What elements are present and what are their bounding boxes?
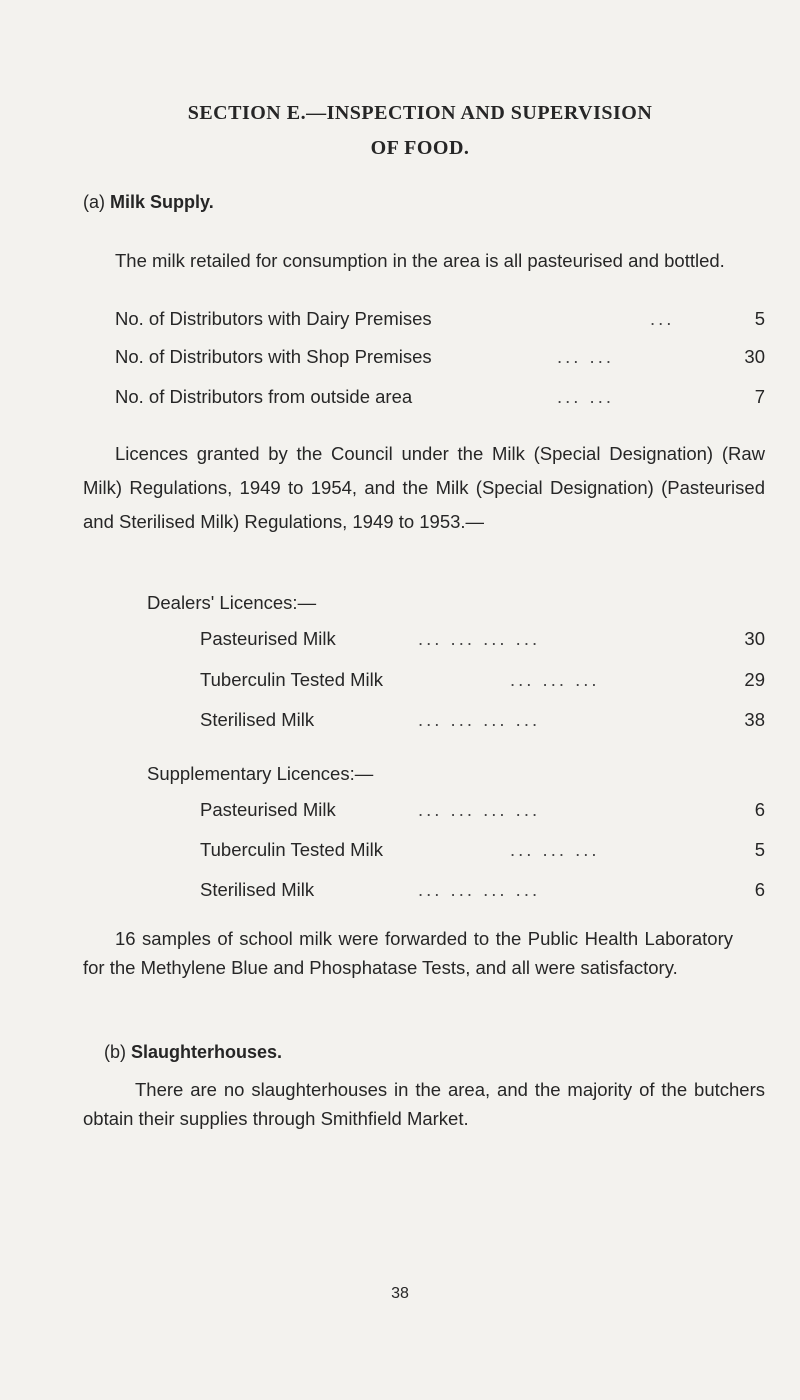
slaughterhouses-paragraph: There are no slaughterhouses in the area, and the majority of the butchers obtain their supplies through Smithfield Market.	[83, 1079, 765, 1129]
list-item	[115, 383, 765, 411]
page-number: 38	[391, 1285, 409, 1302]
leader-dots: ... ...	[557, 346, 614, 367]
leader-dots: ...	[650, 308, 675, 329]
distributor-value: 30	[744, 346, 765, 367]
dealers-licences-heading: Dealers' Licences:—	[147, 592, 317, 613]
licence-value: 6	[754, 799, 765, 820]
list-item	[200, 876, 765, 904]
list-item	[115, 305, 765, 333]
supplementary-licences-heading: Supplementary Licences:—	[147, 763, 374, 784]
licence-label: Pasteurised Milk	[200, 799, 336, 820]
list-item	[115, 343, 765, 371]
milk-supply-label: Milk Supply.	[110, 192, 214, 212]
licence-value: 30	[744, 628, 765, 649]
section-title-continued: OF FOOD.	[370, 137, 470, 159]
leader-dots: ... ... ...	[510, 669, 600, 690]
licence-value: 5	[754, 839, 765, 860]
milk-supply-heading	[83, 192, 214, 213]
leader-dots: ... ... ... ...	[418, 628, 541, 649]
licence-label: Pasteurised Milk	[200, 628, 336, 649]
milk-intro-paragraph: The milk retailed for consumption in the area is all pasteurised and bottled.	[115, 250, 725, 271]
milk-supply-prefix: (a)	[83, 192, 105, 212]
leader-dots: ... ... ... ...	[418, 799, 541, 820]
slaughterhouses-label: Slaughterhouses.	[131, 1042, 283, 1062]
list-item	[200, 706, 765, 734]
licences-paragraph: Licences granted by the Council under the Milk (Special Designation) (Raw Milk) Regulations, 1949 to 1954, and the Milk (Special Designation) (Pasteurised and Sterilised Milk) Regulations, 1949 to 1953.—	[83, 443, 765, 532]
licence-label: Tuberculin Tested Milk	[200, 839, 384, 860]
samples-paragraph: 16 samples of school milk were forwarded to the Public Health Laboratory for the Methylene Blue and Phosphatase Tests, and all were satisfactory.	[83, 928, 733, 978]
licence-value: 38	[744, 709, 765, 730]
leader-dots: ... ... ... ...	[418, 879, 541, 900]
distributor-label: No. of Distributors with Dairy Premises	[115, 308, 432, 329]
slaughterhouses-prefix: (b)	[104, 1042, 126, 1062]
slaughterhouses-heading	[104, 1042, 282, 1063]
distributor-label: No. of Distributors from outside area	[115, 386, 413, 407]
distributor-label: No. of Distributors with Shop Premises	[115, 346, 432, 367]
licence-value: 29	[744, 669, 765, 690]
leader-dots: ... ...	[557, 386, 614, 407]
leader-dots: ... ... ... ...	[418, 709, 541, 730]
distributor-value: 5	[754, 308, 765, 329]
section-title: SECTION E.—INSPECTION AND SUPERVISION	[187, 102, 653, 124]
distributor-value: 7	[754, 386, 765, 407]
list-item	[200, 796, 765, 824]
licence-label: Sterilised Milk	[200, 879, 315, 900]
list-item	[200, 625, 765, 653]
leader-dots: ... ... ...	[510, 839, 600, 860]
licence-label: Sterilised Milk	[200, 709, 315, 730]
list-item	[200, 836, 765, 864]
licence-value: 6	[754, 879, 765, 900]
licence-label: Tuberculin Tested Milk	[200, 669, 384, 690]
list-item	[200, 666, 765, 694]
